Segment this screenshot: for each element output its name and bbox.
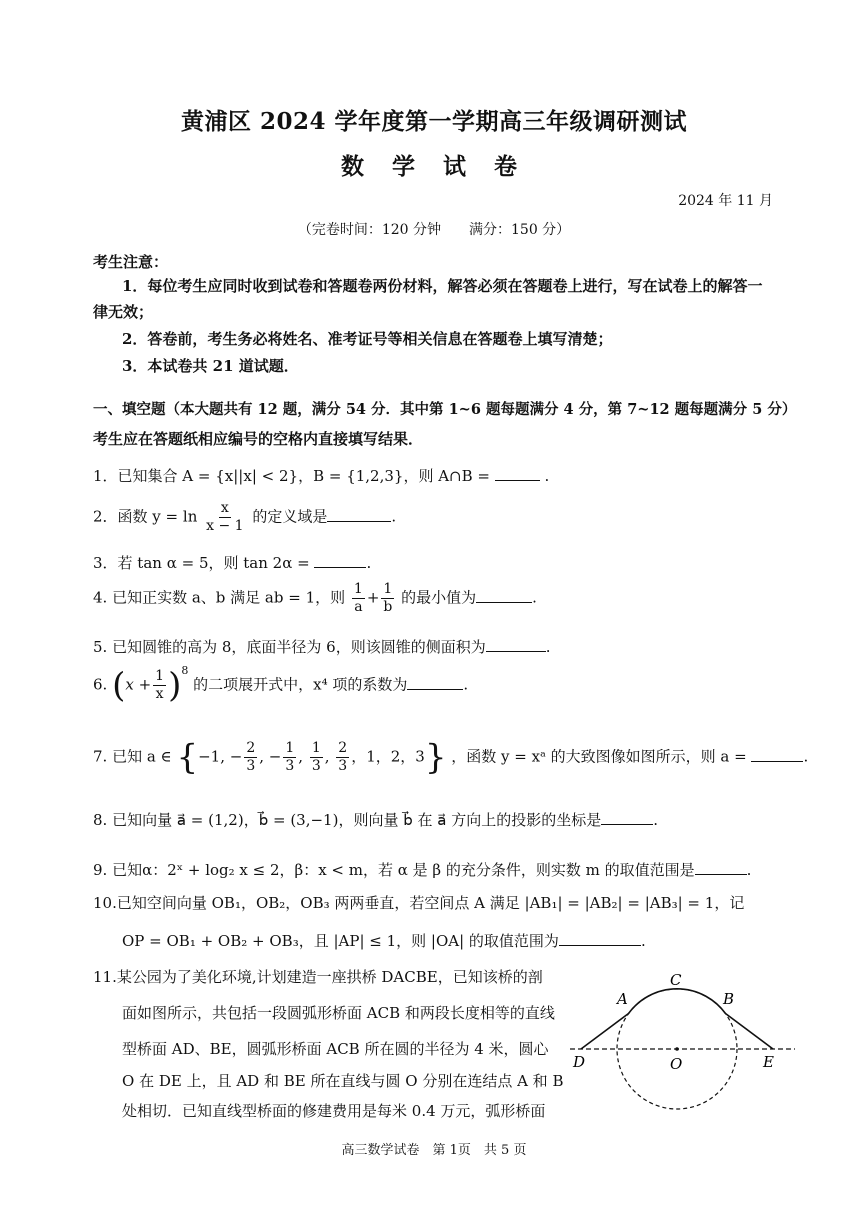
fraction-denominator: 3 <box>246 758 256 774</box>
question-11-line3: 型桥面 AD、BE，圆弧形桥面 ACB 所在圆的半径为 4 米，圆心 <box>122 1040 549 1058</box>
answer-blank <box>559 931 641 946</box>
answer-blank <box>751 747 803 762</box>
question-2: 2．函数 y = ln $\frac{x}{x - 1}$ 的定义域是 . <box>93 500 397 534</box>
plus-sign: + <box>366 588 380 607</box>
fraction-numerator: x <box>220 500 229 516</box>
question-1: 1．已知集合 A = {x||x| < 2}，B = {1,2,3}，则 A∩B = . <box>93 467 550 485</box>
question-3: 3．若 tan α = 5，则 tan 2α = . <box>93 554 372 572</box>
question-4-pre: 4. 已知正实数 a、b 满足 ab = 1，则 <box>93 588 346 607</box>
fraction-numerator: 2 <box>246 740 256 756</box>
line-be <box>726 1014 774 1050</box>
fraction-denominator: a <box>354 599 363 615</box>
answer-blank <box>327 507 391 522</box>
section-heading: 一、填空题（本大题共有 12 题，满分 54 分．其中第 1~6 题每题满分 4 分，第 7~12 题每题满分 5 分） <box>93 401 797 418</box>
page-subtitle: 数 学 试 卷 <box>340 153 528 180</box>
center-point <box>675 1047 679 1051</box>
question-7: 7. 已知 a ∈ {−1, − $\frac{2}{3}$ , − $\frac{1}{3}$ , $\frac{1}{3}$ , $\frac{2}{3}$ ，1，2，3} ，函数 y = xᵃ 的大致图像如图所示，则 a = . <box>93 737 809 778</box>
fraction-denominator: 3 <box>338 758 348 774</box>
arc-acb <box>629 989 726 1014</box>
question-6: 6. (x + $\frac{1}{x}$ )$^8$ 的二项展开式中，x⁴ 项的系数为 . <box>93 663 469 706</box>
fraction-denominator: x − 1 <box>206 518 244 534</box>
set-fraction <box>244 740 257 775</box>
left-brace: { <box>176 737 199 778</box>
fraction-denominator: 3 <box>311 758 321 774</box>
answer-blank <box>695 860 747 875</box>
answer-blank <box>601 810 653 825</box>
page-footer: 高三数学试卷 第 1页 共 5 页 <box>341 1143 527 1158</box>
question-2-fraction <box>204 500 245 535</box>
fraction-numerator: 2 <box>338 740 348 756</box>
label-c: C <box>670 971 682 989</box>
page-title: 黄浦区 2024 学年度第一学期高三年级调研测试 <box>180 108 688 135</box>
question-11-line5: 处相切．已知直线型桥面的修建费用是每米 0.4 万元，弧形桥面 <box>122 1102 546 1120</box>
question-6-expr: x + <box>125 675 152 694</box>
fraction-numerator: 1 <box>285 740 295 756</box>
question-5: 5. 已知圆锥的高为 8，底面半径为 6，则该圆锥的侧面积为 . <box>93 638 551 656</box>
question-6-post: 的二项展开式中，x⁴ 项的系数为 <box>193 675 408 694</box>
question-10-line2-text: OP = OB₁ + OB₂ + OB₃，且 |AP| ≤ 1，则 |OA| 的取值范围为 <box>122 932 559 950</box>
exam-date: 2024 年 11 月 <box>678 193 773 209</box>
question-2-pre: 2．函数 y = ln <box>93 507 198 526</box>
fraction-numerator: 1 <box>311 740 321 756</box>
exponent: 8 <box>181 663 189 677</box>
fraction-1-over-x <box>153 668 166 703</box>
question-11-line2: 面如图所示，共包括一段圆弧形桥面 ACB 和两段长度相等的直线 <box>122 1004 555 1022</box>
set-elements: −1, − <box>198 747 243 766</box>
left-paren: ( <box>112 665 126 706</box>
question-1-text: 1．已知集合 A = {x||x| < 2}，B = {1,2,3}，则 A∩B = <box>93 467 495 485</box>
fraction-denominator: x <box>155 686 164 702</box>
answer-blank <box>476 588 532 603</box>
label-o: O <box>670 1055 683 1073</box>
question-6-label: 6. <box>93 675 108 694</box>
question-11-line4: O 在 DE 上，且 AD 和 BE 所在直线与圆 O 分别在连结点 A 和 B <box>122 1072 564 1090</box>
label-d: D <box>573 1053 586 1071</box>
question-9-text: 9. 已知α：2ˣ + log₂ x ≤ 2，β：x < m，若 α 是 β 的充分条件，则实数 m 的取值范围是 <box>93 861 695 879</box>
exam-time-info: （完卷时间：120 分钟 满分：150 分） <box>297 222 571 238</box>
right-paren: ) <box>168 665 182 706</box>
question-8: 8. 已知向量 a⃗ = (1,2)，b⃗ = (3,−1)，则向量 b⃗ 在 a⃗ 方向上的投影的坐标是 . <box>93 811 659 829</box>
question-5-text: 5. 已知圆锥的高为 8，底面半径为 6，则该圆锥的侧面积为 <box>93 638 486 656</box>
question-3-text: 3．若 tan α = 5，则 tan 2α = <box>93 554 315 572</box>
question-2-post: 的定义域是 <box>252 507 328 526</box>
notice-heading: 考生注意： <box>93 253 169 271</box>
set-tail: ，1，2，3 <box>351 747 425 766</box>
section-instruction: 考生应在答题纸相应编号的空格内直接填写结果． <box>93 430 424 448</box>
fraction-denominator: b <box>383 599 393 615</box>
question-9: 9. 已知α：2ˣ + log₂ x ≤ 2，β：x < m，若 α 是 β 的充分条件，则实数 m 的取值范围是 . <box>93 861 752 879</box>
question-8-text: 8. 已知向量 a⃗ = (1,2)，b⃗ = (3,−1)，则向量 b⃗ 在 a⃗ 方向上的投影的坐标是 <box>93 811 602 829</box>
set-fraction <box>336 740 349 775</box>
fraction-numerator: 1 <box>155 668 165 684</box>
question-10-line2: OP = OB₁ + OB₂ + OB₃，且 |AP| ≤ 1，则 |OA| 的取值范围为 . <box>122 932 646 950</box>
label-e: E <box>763 1053 774 1071</box>
answer-blank <box>486 637 546 652</box>
fraction-denominator: 3 <box>285 758 295 774</box>
question-7-pre: 7. 已知 a ∈ <box>93 747 172 766</box>
question-11-line1: 11.某公园为了美化环境,计划建造一座拱桥 DACBE，已知该桥的剖 <box>93 968 543 986</box>
notice-item-2: 2．答卷前，考生务必将姓名、准考证号等相关信息在答题卷上填写清楚； <box>122 330 613 348</box>
question-4-post: 的最小值为 <box>401 588 477 607</box>
set-fraction <box>310 740 323 775</box>
fraction-1-over-b <box>381 581 394 616</box>
fraction-numerator: 1 <box>353 581 363 597</box>
right-brace: } <box>424 737 447 778</box>
notice-item-3: 3．本试卷共 21 道试题． <box>122 357 299 375</box>
answer-blank <box>407 675 463 690</box>
bridge-diagram <box>565 965 800 1125</box>
answer-blank <box>495 466 540 481</box>
answer-blank <box>314 553 366 568</box>
notice-item-1-line2: 律无效； <box>93 303 154 321</box>
fraction-numerator: 1 <box>383 581 393 597</box>
fraction-1-over-a <box>352 581 365 616</box>
set-fraction <box>283 740 296 775</box>
question-7-post: ，函数 y = xᵃ 的大致图像如图所示，则 a = <box>451 747 752 766</box>
question-10-line1: 10.已知空间向量 OB₁，OB₂，OB₃ 两两垂直，若空间点 A 满足 |AB₁| = |AB₂| = |AB₃| = 1，记 <box>93 894 745 912</box>
line-ad <box>581 1014 629 1050</box>
label-a: A <box>617 990 628 1008</box>
question-4: 4. 已知正实数 a、b 满足 ab = 1，则 $\frac{1}{a}$ + $\frac{1}{b}$ 的最小值为 . <box>93 581 537 615</box>
notice-item-1-line1: 1．每位考生应同时收到试卷和答题卷两份材料，解答必须在答题卷上进行，写在试卷上的解答一 <box>122 277 763 295</box>
label-b: B <box>723 990 735 1008</box>
